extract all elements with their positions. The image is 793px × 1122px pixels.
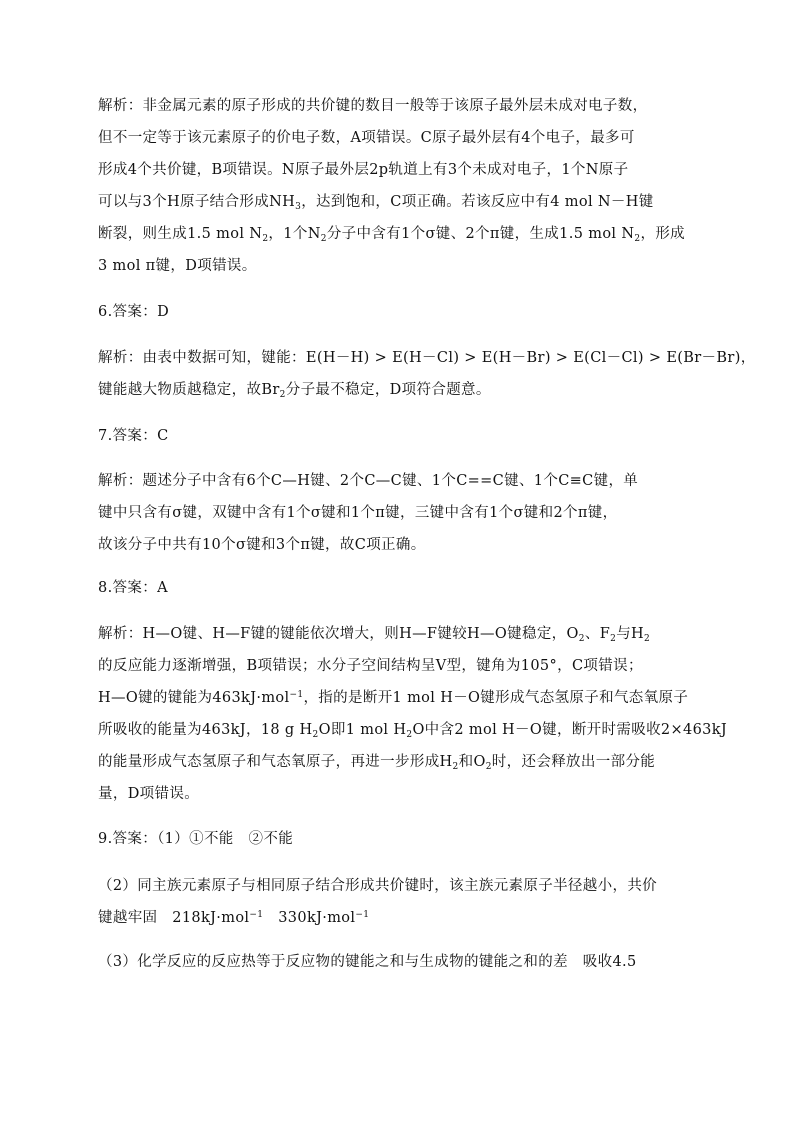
q8-analysis-line: 所吸收的能量为463kJ，18 g $H_2O$即1 mol $H_2O$中含2 mol H－O键，断开时需吸收2×463kJ xyxy=(98,722,728,740)
q7-answer: 7.答案：C xyxy=(98,428,169,444)
superscript: −1 xyxy=(249,910,264,920)
q8-analysis-line: H—O键的键能为463kJ·mol$^{-1}$，指的是断开1 mol H－O键形成气态氢原子和气态氧原子 xyxy=(98,690,689,706)
superscript: −1 xyxy=(355,910,370,920)
subscript: 2 xyxy=(634,234,641,244)
q5-analysis-line: 可以与3个H原子结合形成$NH_3$，达到饱和，C项正确。若该反应中有4 mol N－H键 xyxy=(98,194,654,212)
q7-analysis-line: 解析：题述分子中含有6个C—H键、2个C—C键、1个C==C键、1个C≡C键，单 xyxy=(98,473,639,489)
q9-answer: 9.答案：（1）①不能 ②不能 xyxy=(98,831,294,847)
q9-part3: （3）化学反应的反应热等于反应物的键能之和与生成物的键能之和的差 吸收4.5 xyxy=(98,954,637,970)
subscript: 2 xyxy=(644,634,651,644)
q6-analysis-line: 键能越大物质越稳定，故$Br_2$分子最不稳定，D项符合题意。 xyxy=(98,382,491,400)
subscript: 3 xyxy=(295,202,302,212)
q5-analysis-line: 但不一定等于该元素原子的价电子数，A项错误。C原子最外层有4个电子，最多可 xyxy=(98,130,635,146)
subscript: 2 xyxy=(320,234,327,244)
q5-analysis-line: 解析：非金属元素的原子形成的共价键的数目一般等于该原子最外层未成对电子数， xyxy=(98,98,648,114)
q8-analysis-line: 的反应能力逐渐增强，B项错误；水分子空间结构呈V型，键角为105°，C项错误； xyxy=(98,658,643,674)
superscript: −1 xyxy=(289,690,304,700)
subscript: 2 xyxy=(485,762,492,772)
q7-analysis-line: 键中只含有σ键，双键中含有1个σ键和1个π键，三键中含有1个σ键和2个π键， xyxy=(98,505,618,521)
q6-analysis-line: 解析：由表中数据可知，键能：E(H－H) > E(H－Cl) > E(H－Br) > E(Cl－Cl) > E(Br－Br)， xyxy=(98,350,756,366)
q6-answer: 6.答案：D xyxy=(98,304,170,320)
q8-analysis-line: 的能量形成气态氢原子和气态氧原子，再进一步形成$H_2$和$O_2$时，还会释放出一部分能 xyxy=(98,754,656,772)
q9-part2-line: 键越牢固 218kJ·mol$^{-1}$ 330kJ·mol$^{-1}$ xyxy=(98,910,370,926)
q5-analysis-line: 形成4个共价键，B项错误。N原子最外层2p轨道上有3个未成对电子，1个N原子 xyxy=(98,162,629,178)
subscript: 2 xyxy=(578,634,585,644)
q5-analysis-line: 断裂，则生成1.5 mol $N_2$，1个$N_2$分子中含有1个σ键、2个π键，生成1.5 mol $N_2$，形成 xyxy=(98,226,686,244)
q8-analysis-line: 量，D项错误。 xyxy=(98,786,200,802)
subscript: 2 xyxy=(279,390,286,400)
q8-analysis-line: 解析：H—O键、H—F键的键能依次增大，则H—F键较H—O键稳定，$O_2$、$F_2$与$H_2$ xyxy=(98,626,651,644)
q7-analysis-line: 故该分子中共有10个σ键和3个π键，故C项正确。 xyxy=(98,537,426,553)
q5-analysis-line: 3 mol π键，D项错误。 xyxy=(98,258,257,274)
q8-answer: 8.答案：A xyxy=(98,580,168,596)
subscript: 2 xyxy=(406,730,413,740)
subscript: 2 xyxy=(312,730,319,740)
subscript: 2 xyxy=(452,762,459,772)
subscript: 2 xyxy=(262,234,269,244)
q9-part2-line: （2）同主族元素原子与相同原子结合形成共价键时，该主族元素原子半径越小，共价 xyxy=(98,878,658,894)
subscript: 2 xyxy=(610,634,617,644)
